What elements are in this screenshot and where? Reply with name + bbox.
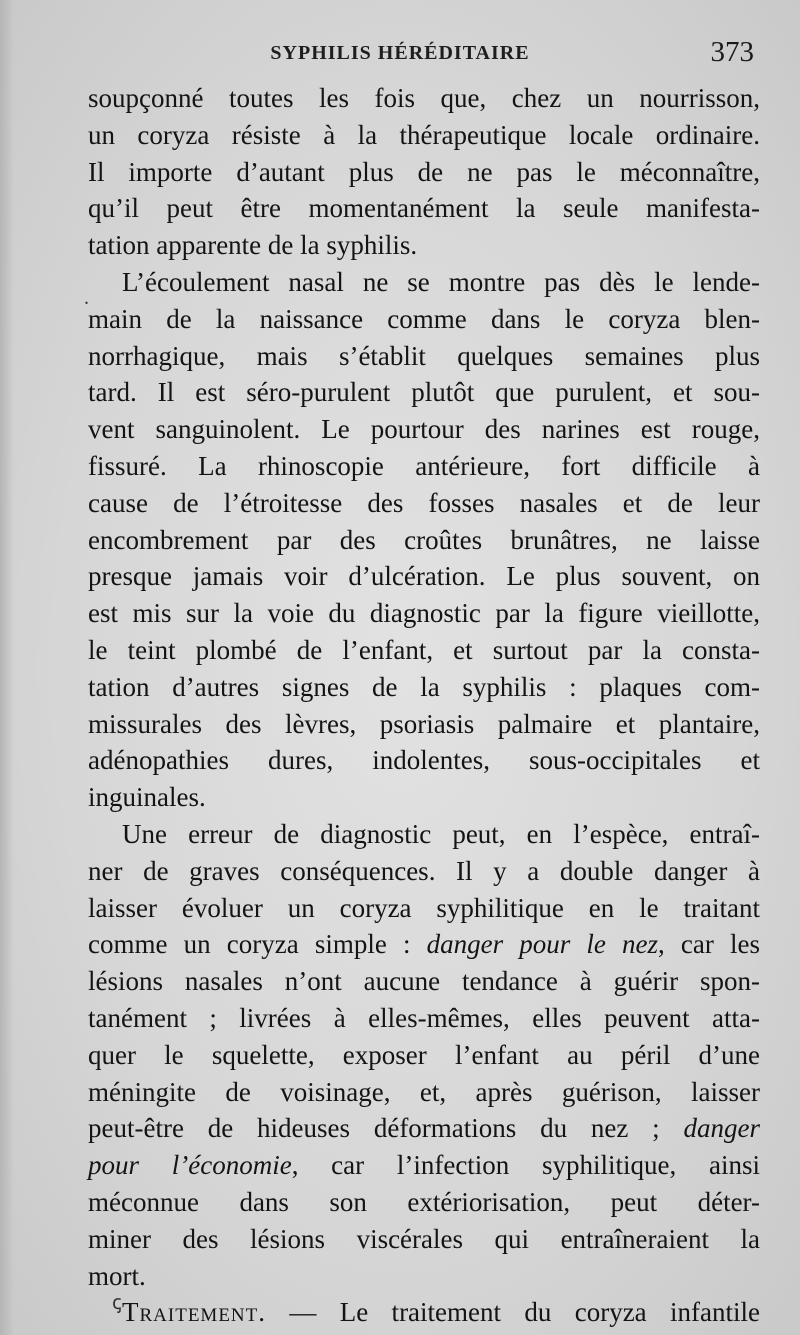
italic-run: pour l’économie — [88, 1150, 292, 1181]
text-line: le teint plombé de l’enfant, et surtout par la consta- — [88, 634, 760, 665]
text-line: est mis sur la voie du diagnostic par la figure vieillotte, — [88, 598, 760, 629]
text-line: miner des lésions viscérales qui entraîneraient la — [88, 1223, 760, 1254]
body-text — [88, 80, 760, 1331]
text-run: , car l’infection syphilitique, ainsi — [291, 1150, 760, 1181]
text-line: qu’il peut être momentanément la seule manifesta- — [88, 193, 760, 224]
text-line: tanément ; livrées à elles-mêmes, elles peuvent atta- — [88, 1002, 760, 1033]
text-line: missurales des lèvres, psoriasis palmaire et plantaire, — [88, 708, 760, 739]
text-run: , car les — [658, 929, 760, 960]
text-line: mort. — [88, 1260, 146, 1291]
text-line: ner de graves conséquences. Il y a double danger à — [88, 855, 760, 886]
text-line: norrhagique, mais s’établit quelques semaines plus — [88, 340, 760, 371]
page-number: 373 — [710, 36, 754, 68]
text-line: encombrement par des croûtes brunâtres, ne laisse — [88, 524, 760, 555]
italic-run: danger pour le nez — [426, 929, 659, 960]
text-line — [88, 1147, 760, 1184]
margin-tick: ꞔ — [112, 1292, 122, 1314]
text-line: Une erreur de diagnostic peut, en l’espèce, entraî- — [122, 818, 760, 849]
text-line — [88, 1294, 760, 1331]
spine-shadow — [0, 0, 14, 1335]
text-run: comme un coryza simple : — [88, 929, 427, 960]
italic-run: danger — [683, 1113, 760, 1144]
text-line — [88, 926, 760, 963]
text-line: méconnue dans son extériorisation, peut déter- — [88, 1186, 760, 1217]
text-line: méningite de voisinage, et, après guérison, laisser — [88, 1076, 760, 1107]
text-line: soupçonné toutes les fois que, chez un nourrisson, — [88, 83, 760, 113]
text-line: presque jamais voir d’ulcération. Le plus souvent, on — [88, 561, 760, 592]
text-line: quer le squelette, exposer l’enfant au péril d’une — [88, 1039, 760, 1070]
text-line: tation apparente de la syphilis. — [88, 230, 418, 261]
text-line: un coryza résiste à la thérapeutique locale ordinaire. — [88, 119, 760, 150]
text-line: fissuré. La rhinoscopie antérieure, fort difficile à — [88, 450, 760, 481]
text-line: tard. Il est séro-purulent plutôt que purulent, et sou- — [88, 377, 760, 408]
running-title: SYPHILIS HÉRÉDITAIRE — [270, 42, 530, 64]
text-line: inguinales. — [88, 782, 206, 813]
small-caps-run: Traitement. — [122, 1297, 267, 1328]
text-line: vent sanguinolent. Le pourtour des narines est rouge, — [88, 414, 760, 445]
text-line: Il importe d’autant plus de ne pas le méconnaître, — [88, 156, 760, 187]
text-line — [88, 1110, 760, 1147]
text-line: L’écoulement nasal ne se montre pas dès le lende- — [122, 266, 760, 297]
text-line: cause de l’étroitesse des fosses nasales et de leur — [88, 487, 760, 518]
text-line: tation d’autres signes de la syphilis : plaques com- — [88, 671, 760, 702]
running-head — [0, 36, 800, 76]
text-run: — Le traitement du coryza infantile — [266, 1297, 760, 1328]
text-line: laisser évoluer un coryza syphilitique en le traitant — [88, 892, 760, 923]
text-run: peut-être de hideuses déformations du nez ; — [88, 1113, 684, 1144]
text-line: main de la naissance comme dans le coryza blen- — [88, 303, 760, 334]
text-line: adénopathies dures, indolentes, sous-occipitales et — [88, 745, 760, 776]
text-line: lésions nasales n’ont aucune tendance à guérir spon- — [88, 966, 760, 997]
margin-dot: . — [84, 287, 89, 309]
